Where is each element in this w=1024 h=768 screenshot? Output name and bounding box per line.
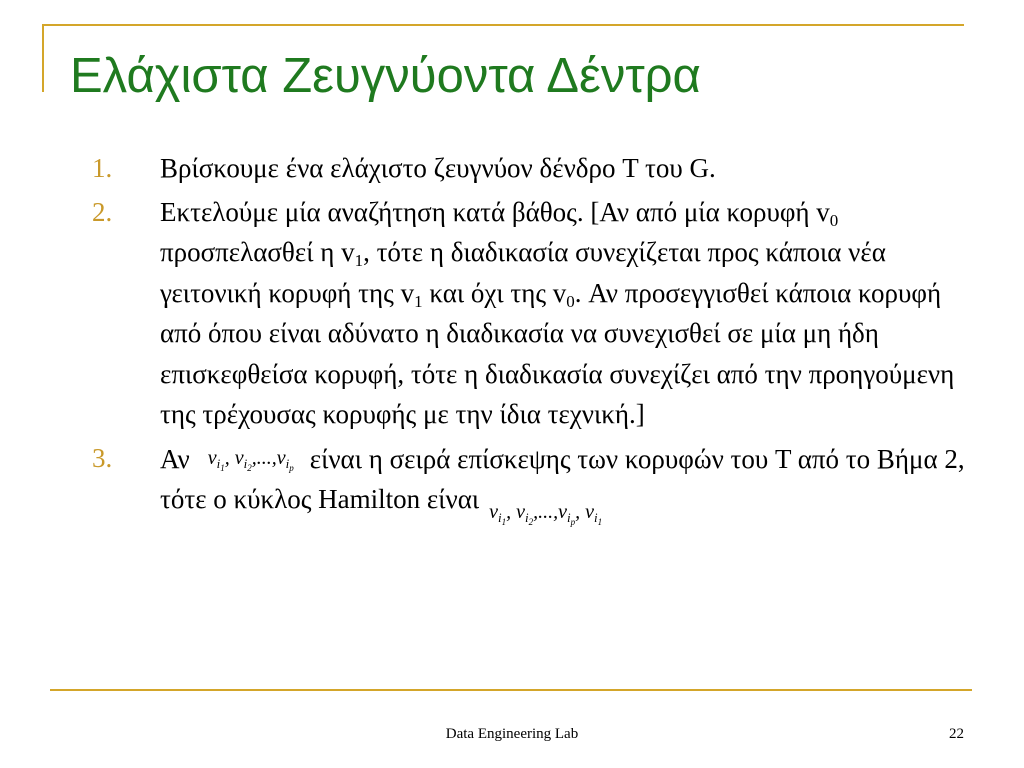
list-item-text: Αν $v_{i_1}$, $v_{i_2},...,v_{i_p}$ είναι η σειρά επίσκεψης των κορυφών του T από το Βήμα 2, τότε ο κύκλος Hamilton είναι $v_{i_1}$, $v_{i_2},...,v_{i_p}$, $v_{i_1}$ [160, 444, 965, 515]
slide-title: Ελάχιστα Ζευγνύοντα Δέντρα [70, 49, 701, 103]
hamilton-cycle-formula: $v_{i_1}$, $v_{i_2},...,v_{i_p}$, $v_{i_1}$ [489, 501, 603, 527]
list-item-text: Εκτελούμε μία αναζήτηση κατά βάθος. [Αν από μία κορυφή $v_0$ προσπελασθεί η $v_1$, τότε η διαδικασία συνεχίζεται προς κάποια νέα γειτονική κορυφή της $v_1$ και όχι της $v_0$. Αν προσεγγισθεί κάποια κορυφή από όπου είναι αδύνατο η διαδικασία να συνεχισθεί σε μία μη ήδη επισκεφθείσα κορυφή, τότε η διαδικασία συνεχίζει από την προηγούμενη της τρέχουσας κορυφής με την ίδια τεχνική.] [160, 196, 955, 429]
list-item [92, 148, 982, 189]
list-number: 3. [92, 442, 113, 473]
frame-top-line [42, 24, 964, 26]
list-item [92, 438, 982, 533]
list-number: 2. [92, 196, 113, 227]
footer-text: Data Engineering Lab [445, 726, 579, 742]
numbered-list [92, 148, 982, 536]
list-item-text: Βρίσκουμε ένα ελάχιστο ζευγνύον δένδρο T του G. [160, 153, 716, 183]
footer-line [50, 689, 972, 691]
list-number: 1. [92, 153, 113, 183]
frame-left-line [42, 24, 44, 92]
list-item [92, 192, 982, 435]
vertex-sequence-formula: $v_{i_1}$, $v_{i_2},...,v_{i_p}$ [207, 446, 294, 473]
page-number: 22 [949, 726, 964, 742]
